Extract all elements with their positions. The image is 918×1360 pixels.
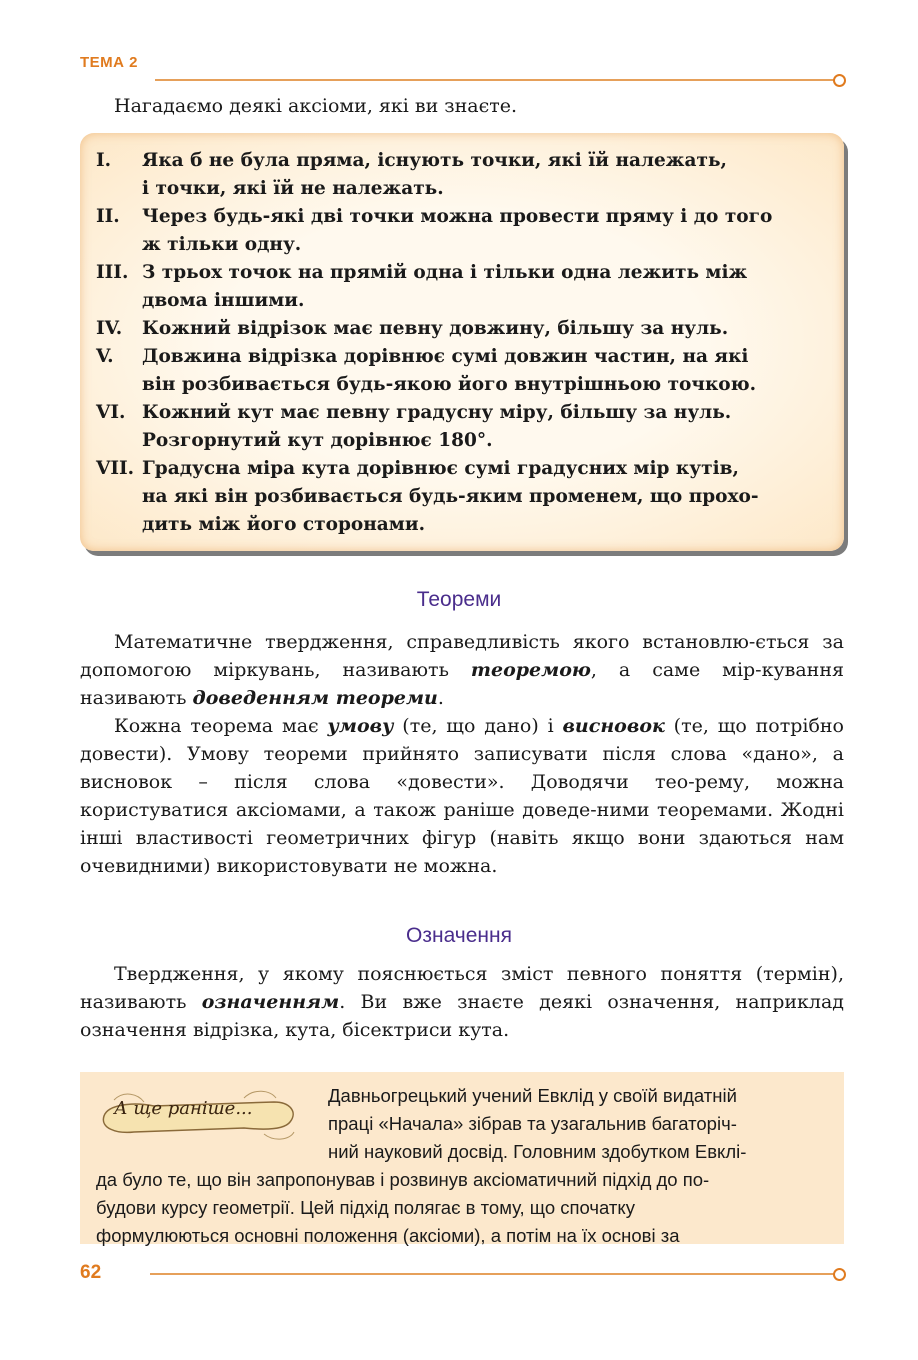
axiom-number: III. [96, 262, 129, 283]
axiom-line: ж тільки одну. [142, 234, 302, 255]
header-rule-end-icon [833, 74, 846, 87]
section-title-theorems: Теореми [416, 588, 502, 611]
term-theorem: теоремою [470, 659, 591, 681]
intro-text: Нагадаємо деякі аксіоми, які ви знаєте. [114, 95, 518, 117]
history-line: ний науковий досвід. Головним здобутком Евклі- [328, 1141, 747, 1162]
history-line: будови курсу геометрії. Цей підхід полягає в тому, що спочатку [96, 1197, 635, 1218]
history-line: да було те, що він запропонував і розвинув аксіоматичний підхід до по- [96, 1169, 710, 1190]
history-text-right [328, 1082, 828, 1166]
text-run: Математичне твердження, справедливість якого встановлю-ється за допомогою міркувань, називають [80, 631, 844, 681]
axiom-number: V. [96, 346, 114, 367]
history-text-full [96, 1166, 828, 1250]
axiom-1 [96, 147, 830, 203]
history-line: праці «Начала» зібрав та узагальнив багаторіч- [328, 1113, 737, 1134]
history-line: формулюються основні положення (аксіоми), а потім на їх основі за [96, 1225, 680, 1246]
axiom-line: він розбивається будь-якою його внутрішньою точкою. [142, 374, 757, 395]
text-run: . Ви вже знаєте деякі означення, наприклад означення відрізка, кута, бісектриси кута. [80, 991, 845, 1041]
axiom-number: VII. [96, 458, 135, 479]
axiom-6 [96, 399, 830, 455]
axiom-line: З трьох точок на прямій одна і тільки одна лежить між [142, 262, 748, 283]
text-run: Кожна теорема має [114, 715, 328, 737]
history-line: Давньогрецький учений Евклід у своїй видатній [328, 1085, 737, 1106]
axiom-number: I. [96, 150, 112, 171]
axioms-box [80, 133, 844, 551]
axiom-line: Довжина відрізка дорівнює сумі довжин частин, на які [142, 346, 749, 367]
theorems-paragraph-2 [80, 712, 844, 880]
text-run: Твердження, у якому пояснюється зміст певного поняття (термін), називають [80, 963, 844, 1013]
axiom-line: на які він розбивається будь-яким променем, що прохо- [142, 486, 759, 507]
axiom-line: дить між його сторонами. [142, 514, 426, 535]
axiom-number: VI. [96, 402, 126, 423]
text-run: (те, що потрібно довести). Умову теореми прийнято записувати після слова «дано», а висновок – після слова «довести». Доводячи тео-рему, можна користуватися аксіомами, а також раніше доведе-ними теоремами. Жодні інші властивості геометричних фігур (навіть якщо вони здаються нам очевидними) використовувати не можна. [80, 715, 844, 877]
text-run: . [437, 687, 444, 709]
axiom-2 [96, 203, 830, 259]
axiom-line: і точки, які їй не належать. [142, 178, 444, 199]
axiom-line: Кожний кут має певну градусну міру, більшу за нуль. [142, 402, 732, 423]
axiom-line: Яка б не була пряма, існують точки, які їй належать, [142, 150, 727, 171]
term-condition: умову [327, 715, 394, 737]
axiom-number: II. [96, 206, 120, 227]
section-title-definitions: Означення [406, 924, 512, 947]
theorems-paragraph-1 [80, 628, 844, 712]
page-number: 62 [80, 1262, 102, 1283]
term-conclusion: висновок [562, 715, 665, 737]
axiom-7 [96, 455, 830, 539]
header-rule [155, 79, 835, 81]
axiom-number: IV. [96, 318, 123, 339]
text-run: (те, що дано) і [393, 715, 563, 737]
axiom-line: двома іншими. [142, 290, 305, 311]
axiom-4 [96, 315, 830, 343]
axiom-line: Градусна міра кута дорівнює сумі градусних мір кутів, [142, 458, 739, 479]
term-definition: означенням [201, 991, 340, 1013]
axiom-3 [96, 259, 830, 315]
history-badge-label: А ще раніше... [114, 1098, 253, 1119]
footer-rule [150, 1273, 835, 1275]
text-run: , а саме мір-кування називають [80, 659, 844, 709]
term-proof: доведенням теореми [192, 687, 438, 709]
topic-label: ТЕМА 2 [80, 54, 139, 71]
axiom-line: Через будь-які дві точки можна провести пряму і до того [142, 206, 773, 227]
footer-rule-end-icon [833, 1268, 846, 1281]
axiom-5 [96, 343, 830, 399]
definitions-paragraph [80, 960, 844, 1044]
axiom-line: Кожний відрізок має певну довжину, більшу за нуль. [142, 318, 729, 339]
history-box [80, 1072, 844, 1244]
axiom-line: Розгорнутий кут дорівнює 180°. [142, 430, 493, 451]
